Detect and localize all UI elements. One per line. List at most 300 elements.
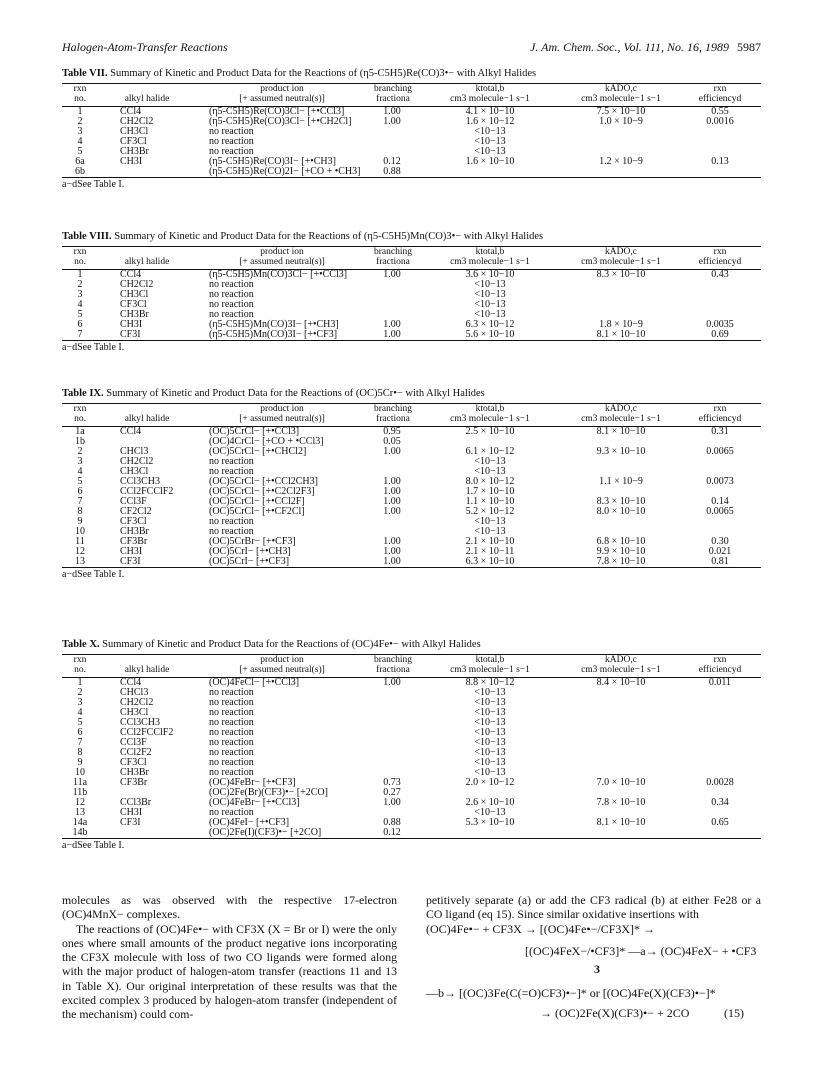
table-cell: CH3Cl xyxy=(120,465,149,477)
table-cell: no reaction xyxy=(209,766,254,778)
column-header: cm3 molecule−1 s−1 xyxy=(581,664,661,675)
equation-line-1: (OC)4Fe•− + CF3X → [(OC)4Fe•−/CF3X]* → xyxy=(426,922,656,936)
table-cell: <10−13 xyxy=(474,288,506,300)
column-header: rxn xyxy=(713,654,727,665)
table-cell: 5.2 × 10−12 xyxy=(465,505,515,517)
table-cell: CCl2FCClF2 xyxy=(120,726,174,738)
table-row xyxy=(62,147,761,157)
table-cell: <10−13 xyxy=(474,716,506,728)
table-cell: 5.3 × 10−10 xyxy=(465,816,515,828)
table-label: Table VII. xyxy=(62,68,108,79)
table-label: Table VIII. xyxy=(62,231,112,242)
table-row xyxy=(62,788,761,798)
table-row xyxy=(62,117,761,127)
column-header: cm3 molecule−1 s−1 xyxy=(450,664,530,675)
table-cell: 1.2 × 10−9 xyxy=(599,155,643,167)
table-row xyxy=(62,137,761,147)
table-cell: (OC)5CrI− [+•CH3] xyxy=(209,545,291,557)
table-row xyxy=(62,107,761,117)
table-caption xyxy=(62,389,761,400)
table-cell: no reaction xyxy=(209,716,254,728)
table-caption xyxy=(62,69,761,80)
column-header: branching xyxy=(374,83,412,94)
table-cell: 1.00 xyxy=(383,555,401,567)
column-header: fractiona xyxy=(376,256,410,267)
column-header: alkyl halide xyxy=(124,93,170,104)
table-cell: CF3I xyxy=(120,816,141,828)
table-cell: 8.3 × 10−10 xyxy=(596,268,646,280)
table-cell: (η5-C5H5)Re(CO)2I− [+CO + •CH3] xyxy=(209,165,361,177)
table-cell: no reaction xyxy=(209,135,254,147)
table-cell: no reaction xyxy=(209,298,254,310)
table-cell: CH2Cl2 xyxy=(120,278,154,290)
table-cell: 4 xyxy=(77,135,83,147)
table-cell: 4 xyxy=(77,298,83,310)
table-cell: <10−13 xyxy=(474,726,506,738)
column-header: fractiona xyxy=(376,413,410,424)
table-cell: 13 xyxy=(75,555,85,567)
table-row xyxy=(62,467,761,477)
table-cell: 8.3 × 10−10 xyxy=(596,495,646,507)
table-cell: 1 xyxy=(77,268,83,280)
table-cell: (OC)5CrI− [+•CF3] xyxy=(209,555,290,567)
table-cell: CH3Br xyxy=(120,308,149,320)
table-footnote: a−dSee Table I. xyxy=(62,839,125,851)
column-header: cm3 molecule−1 s−1 xyxy=(450,413,530,424)
table-cell: 1.00 xyxy=(383,318,401,330)
table-cell: (η5-C5H5)Mn(CO)3I− [+•CH3] xyxy=(209,318,339,330)
table-cell: 4 xyxy=(77,465,83,477)
table-row xyxy=(62,487,761,497)
column-header: cm3 molecule−1 s−1 xyxy=(450,256,530,267)
table-row xyxy=(62,447,761,457)
column-header: kADO,c xyxy=(605,246,637,257)
table-cell: 6.3 × 10−10 xyxy=(465,555,515,567)
table-cell: no reaction xyxy=(209,515,254,527)
equation-line-4: → (OC)2Fe(X)(CF3)•− + 2CO xyxy=(540,1006,690,1020)
table-row xyxy=(62,688,761,698)
table-cell: <10−13 xyxy=(474,515,506,527)
table-cell: 0.011 xyxy=(708,676,732,688)
table-cell: 11a xyxy=(72,776,88,788)
table-row xyxy=(62,778,761,788)
table-cell: 11 xyxy=(75,535,85,547)
table-cell: no reaction xyxy=(209,746,254,758)
column-header: rxn xyxy=(73,246,87,257)
column-header: no. xyxy=(74,93,86,104)
table-cell: CHCl3 xyxy=(120,686,149,698)
table-row xyxy=(62,748,761,758)
table-cell: 2.6 × 10−10 xyxy=(465,796,515,808)
table-cell: 0.0065 xyxy=(706,445,734,457)
table-cell: 1a xyxy=(75,425,85,437)
table-row xyxy=(62,437,761,447)
table-cell: 8.8 × 10−12 xyxy=(465,676,515,688)
table-cell: (OC)4FeI− [+•CF3] xyxy=(209,816,290,828)
table-row xyxy=(62,798,761,808)
column-header: ktotal,b xyxy=(475,246,505,257)
table-cell: CH3I xyxy=(120,318,143,330)
table-cell: (OC)4FeBr− [+•CCl3] xyxy=(209,796,300,808)
table-caption xyxy=(62,640,761,651)
table-cell: <10−13 xyxy=(474,525,506,537)
table-cell: no reaction xyxy=(209,455,254,467)
table-row xyxy=(62,320,761,330)
table-cell: 1b xyxy=(75,435,85,447)
table-cell: no reaction xyxy=(209,706,254,718)
column-header: rxn xyxy=(73,403,87,414)
table-footnote: a−dSee Table I. xyxy=(62,178,125,190)
table-row xyxy=(62,728,761,738)
table-cell: (OC)5CrCl− [+•CCl3] xyxy=(209,425,300,437)
table-cell: 1.00 xyxy=(383,676,401,688)
column-header: cm3 molecule−1 s−1 xyxy=(581,256,661,267)
table-cell: 3 xyxy=(77,455,83,467)
table-cell: <10−13 xyxy=(474,756,506,768)
table-cell: CCl4 xyxy=(120,268,142,280)
table-cell: 0.73 xyxy=(383,776,401,788)
table-cell: CCl4 xyxy=(120,105,142,117)
table-cell: 1.00 xyxy=(383,545,401,557)
table-cell: 0.34 xyxy=(711,796,729,808)
column-header: [+ assumed neutral(s)] xyxy=(239,413,325,424)
table-cell: 14b xyxy=(72,826,88,838)
table-cell: no reaction xyxy=(209,125,254,137)
table-cell: no reaction xyxy=(209,736,254,748)
table-row xyxy=(62,457,761,467)
table-cell: 6.1 × 10−12 xyxy=(465,445,515,457)
column-header: no. xyxy=(74,413,86,424)
column-header: rxn xyxy=(713,403,727,414)
table-cell: 1.8 × 10−9 xyxy=(599,318,643,330)
table-cell: CH2Cl2 xyxy=(120,115,154,127)
table-cell: CCl3F xyxy=(120,736,147,748)
equation-label-3: 3 xyxy=(594,962,600,976)
column-header: alkyl halide xyxy=(124,664,170,675)
table-row xyxy=(62,167,761,177)
table-cell: 7.5 × 10−10 xyxy=(596,105,646,117)
table-cell: 7.8 × 10−10 xyxy=(596,555,646,567)
table-cell: <10−13 xyxy=(474,145,506,157)
table-row xyxy=(62,738,761,748)
table-row xyxy=(62,698,761,708)
table-cell: 8.1 × 10−10 xyxy=(596,425,646,437)
table-cell: CF3Cl xyxy=(120,756,147,768)
column-header: cm3 molecule−1 s−1 xyxy=(581,413,661,424)
table-cell: CF3Cl xyxy=(120,135,147,147)
table-cell: 2 xyxy=(77,445,83,457)
table-cell: 1.7 × 10−10 xyxy=(465,485,515,497)
column-header: branching xyxy=(374,403,412,414)
table-cell: (η5-C5H5)Re(CO)3I− [+•CH3] xyxy=(209,155,336,167)
table-row xyxy=(62,427,761,437)
table-cell: <10−13 xyxy=(474,766,506,778)
table-cell: CF3I xyxy=(120,555,141,567)
table-cell: CF3Cl xyxy=(120,298,147,310)
column-header: rxn xyxy=(713,83,727,94)
table-footnote: a−dSee Table I. xyxy=(62,341,125,353)
table-cell: 0.0073 xyxy=(706,475,734,487)
table-cell: <10−13 xyxy=(474,465,506,477)
column-header: product ion xyxy=(260,246,304,257)
table-cell: 0.81 xyxy=(711,555,729,567)
table-cell: 3 xyxy=(77,125,83,137)
table-cell: 9.3 × 10−10 xyxy=(596,445,646,457)
table-cell: 7 xyxy=(77,328,83,340)
table-row xyxy=(62,678,761,688)
column-header: product ion xyxy=(260,83,304,94)
table-cell: 1 xyxy=(77,676,83,688)
table-row xyxy=(62,300,761,310)
table-cell: no reaction xyxy=(209,696,254,708)
table-cell: 1.00 xyxy=(383,505,401,517)
table-cell: (OC)5CrCl− [+•CHCl2] xyxy=(209,445,307,457)
table-row xyxy=(62,758,761,768)
table-cell: 2.0 × 10−12 xyxy=(465,776,515,788)
table-row xyxy=(62,330,761,340)
table-cell: 10 xyxy=(75,525,85,537)
table-cell: CH3Cl xyxy=(120,288,149,300)
table-cell: 1.00 xyxy=(383,485,401,497)
table-row xyxy=(62,708,761,718)
table-cell: (η5-C5H5)Re(CO)3Cl− [+•CH2Cl] xyxy=(209,115,352,127)
column-header: efficiencyd xyxy=(698,256,742,267)
table-cell: 1.00 xyxy=(383,495,401,507)
table-cell: 0.0016 xyxy=(706,115,734,127)
table-cell: 12 xyxy=(75,545,85,557)
table-cell: CCl3CH3 xyxy=(120,716,161,728)
column-header: product ion xyxy=(260,403,304,414)
data-table xyxy=(62,69,761,190)
table-cell: (OC)4FeBr− [+•CF3] xyxy=(209,776,296,788)
table-cell: 5.6 × 10−10 xyxy=(465,328,515,340)
table-bottom-rule xyxy=(62,838,761,839)
table-cell: CH3I xyxy=(120,155,143,167)
table-cell: 11b xyxy=(72,786,88,798)
table-cell: 1.00 xyxy=(383,328,401,340)
table-header xyxy=(62,655,761,677)
table-cell: (OC)5CrCl− [+•CCl2CH3] xyxy=(209,475,318,487)
table-cell: CCl3F xyxy=(120,495,147,507)
table-cell: CH3Br xyxy=(120,145,149,157)
table-cell: 0.43 xyxy=(711,268,729,280)
running-head-title: Halogen-Atom-Transfer Reactions xyxy=(62,40,228,54)
table-cell: no reaction xyxy=(209,525,254,537)
column-header: rxn xyxy=(73,83,87,94)
table-cell: 5 xyxy=(77,308,83,320)
column-header: kADO,c xyxy=(605,654,637,665)
table-cell: CF3Br xyxy=(120,535,148,547)
table-cell: (η5-C5H5)Mn(CO)3I− [+•CF3] xyxy=(209,328,338,340)
table-cell: 3 xyxy=(77,696,83,708)
table-cell: <10−13 xyxy=(474,308,506,320)
equation-line-3: —b→ [(OC)3Fe(C(=O)CF3)•−]* or [(OC)4Fe(X)(CF3)•−]* xyxy=(426,986,716,1000)
column-header: ktotal,b xyxy=(475,403,505,414)
table-cell: (OC)4CrCl− [+CO + •CCl3] xyxy=(209,435,324,447)
paragraph: The reactions of (OC)4Fe•− with CF3X (X = Br or I) were the only ones where small amounts of the product negative ions incorporating the CF3X molecule with loss of two CO ligands were formed along with the major product of halogen-atom transfer (reactions 11 and 13 in Table X). Our original interpretation of these results was that the excited complex 3 produced by halogen-atom transfer (independent of the mechanism) could com- xyxy=(62,921,397,1022)
table-row xyxy=(62,477,761,487)
table-cell: 12 xyxy=(75,796,85,808)
table-cell: <10−13 xyxy=(474,125,506,137)
table-cell: 0.05 xyxy=(383,435,401,447)
table-label: Table IX. xyxy=(62,388,104,399)
table-row xyxy=(62,157,761,167)
table-row xyxy=(62,290,761,300)
table-cell: 4.1 × 10−10 xyxy=(465,105,515,117)
table-cell: 1.1 × 10−9 xyxy=(599,475,643,487)
table-cell: <10−13 xyxy=(474,706,506,718)
column-header: fractiona xyxy=(376,664,410,675)
column-header: rxn xyxy=(73,654,87,665)
table-cell: 8 xyxy=(77,746,83,758)
table-cell: 0.13 xyxy=(711,155,729,167)
table-cell: no reaction xyxy=(209,756,254,768)
table-caption-text: Summary of Kinetic and Product Data for the Reactions of (OC)4Fe•− with Alkyl Halides xyxy=(102,639,481,650)
table-cell: 5 xyxy=(77,716,83,728)
table-row xyxy=(62,818,761,828)
table-row xyxy=(62,537,761,547)
body-text-right-column: petitively separate (a) or add the CF3 radical (b) at either Fe28 or a CO ligand (eq 15). Since similar oxidative insertions with xyxy=(426,893,761,922)
data-table xyxy=(62,640,761,851)
table-cell: CH2Cl2 xyxy=(120,696,154,708)
table-cell: <10−13 xyxy=(474,135,506,147)
table-cell: 8.1 × 10−10 xyxy=(596,816,646,828)
table-cell: 9 xyxy=(77,515,83,527)
table-cell: 0.12 xyxy=(383,155,401,167)
table-cell: 2 xyxy=(77,278,83,290)
table-cell: 7 xyxy=(77,736,83,748)
table-cell: CHCl3 xyxy=(120,445,149,457)
table-cell: CH3Cl xyxy=(120,706,149,718)
table-header xyxy=(62,84,761,106)
table-cell: no reaction xyxy=(209,278,254,290)
table-cell: 1.00 xyxy=(383,268,401,280)
table-cell: 7.0 × 10−10 xyxy=(596,776,646,788)
table-row xyxy=(62,517,761,527)
table-caption-text: Summary of Kinetic and Product Data for the Reactions of (OC)5Cr•− with Alkyl Halides xyxy=(106,388,485,399)
column-header: fractiona xyxy=(376,93,410,104)
table-cell: 5 xyxy=(77,145,83,157)
table-cell: 8.0 × 10−12 xyxy=(465,475,515,487)
table-cell: 1.00 xyxy=(383,115,401,127)
table-row xyxy=(62,270,761,280)
table-row xyxy=(62,718,761,728)
column-header: ktotal,b xyxy=(475,83,505,94)
table-cell: <10−13 xyxy=(474,746,506,758)
table-row xyxy=(62,310,761,320)
table-cell: 0.55 xyxy=(711,105,729,117)
table-cell: 6 xyxy=(77,485,83,497)
table-footnote: a−dSee Table I. xyxy=(62,568,125,580)
table-caption-text: Summary of Kinetic and Product Data for the Reactions of (η5-C5H5)Re(CO)3•− with Alkyl Halides xyxy=(110,68,537,79)
table-cell: CH3Cl xyxy=(120,125,149,137)
table-cell: 1.6 × 10−10 xyxy=(465,155,515,167)
table-row xyxy=(62,768,761,778)
table-cell: CCl4 xyxy=(120,676,142,688)
table-cell: 6 xyxy=(77,726,83,738)
table-row xyxy=(62,527,761,537)
table-cell: CH3Br xyxy=(120,525,149,537)
table-cell: 0.95 xyxy=(383,425,401,437)
table-cell: (OC)2Fe(Br)(CF3)•− [+2CO] xyxy=(209,786,328,798)
equation-number: (15) xyxy=(724,1006,744,1020)
table-cell: <10−13 xyxy=(474,736,506,748)
table-cell: 0.0035 xyxy=(706,318,734,330)
table-cell: 13 xyxy=(75,806,85,818)
table-cell: <10−13 xyxy=(474,696,506,708)
table-cell: (η5-C5H5)Re(CO)3Cl− [+•CCl3] xyxy=(209,105,345,117)
table-label: Table X. xyxy=(62,639,100,650)
column-header: branching xyxy=(374,654,412,665)
table-cell: 1.6 × 10−12 xyxy=(465,115,515,127)
column-header: kADO,c xyxy=(605,83,637,94)
table-cell: 1.1 × 10−10 xyxy=(465,495,515,507)
column-header: cm3 molecule−1 s−1 xyxy=(581,93,661,104)
table-cell: 9 xyxy=(77,756,83,768)
table-cell: 0.65 xyxy=(711,816,729,828)
table-cell: CH2Cl2 xyxy=(120,455,154,467)
table-cell: (OC)2Fe(I)(CF3)•− [+2CO] xyxy=(209,826,322,838)
table-cell: 7 xyxy=(77,495,83,507)
table-cell: 0.14 xyxy=(711,495,729,507)
table-cell: 6b xyxy=(75,165,85,177)
table-cell: 1.00 xyxy=(383,535,401,547)
table-cell: 0.30 xyxy=(711,535,729,547)
table-cell: 0.0065 xyxy=(706,505,734,517)
data-table xyxy=(62,389,761,580)
column-header: cm3 molecule−1 s−1 xyxy=(450,93,530,104)
data-table xyxy=(62,232,761,353)
table-cell: CH3Br xyxy=(120,766,149,778)
table-cell: 2 xyxy=(77,686,83,698)
table-row xyxy=(62,280,761,290)
table-cell: 1 xyxy=(77,105,83,117)
table-cell: no reaction xyxy=(209,465,254,477)
table-bottom-rule xyxy=(62,340,761,341)
table-cell: CH3I xyxy=(120,545,143,557)
table-cell: 0.88 xyxy=(383,165,401,177)
column-header: [+ assumed neutral(s)] xyxy=(239,664,325,675)
page-number: 5987 xyxy=(737,40,761,54)
table-cell: CCl3CH3 xyxy=(120,475,161,487)
table-cell: CCl2FCClF2 xyxy=(120,485,174,497)
table-cell: (OC)5CrBr− [+•CF3] xyxy=(209,535,296,547)
table-bottom-rule xyxy=(62,567,761,568)
table-cell: CCl4 xyxy=(120,425,142,437)
table-header xyxy=(62,247,761,269)
table-cell: 6.3 × 10−12 xyxy=(465,318,515,330)
table-cell: CCl3Br xyxy=(120,796,152,808)
table-cell: 6.8 × 10−10 xyxy=(596,535,646,547)
table-row xyxy=(62,507,761,517)
table-cell: CF2Cl2 xyxy=(120,505,152,517)
table-cell: CCl2F2 xyxy=(120,746,152,758)
table-cell: 3.6 × 10−10 xyxy=(465,268,515,280)
table-cell: 4 xyxy=(77,706,83,718)
column-header: kADO,c xyxy=(605,403,637,414)
table-cell: (OC)5CrCl− [+•CF2Cl] xyxy=(209,505,305,517)
column-header: efficiencyd xyxy=(698,664,742,675)
table-cell: (OC)4FeCl− [+•CCl3] xyxy=(209,676,300,688)
table-cell: <10−13 xyxy=(474,278,506,290)
table-cell: no reaction xyxy=(209,686,254,698)
table-row xyxy=(62,557,761,567)
table-cell: 5 xyxy=(77,475,83,487)
table-cell: (η5-C5H5)Mn(CO)3Cl− [+•CCl3] xyxy=(209,268,348,280)
table-cell: CF3Br xyxy=(120,776,148,788)
table-cell: no reaction xyxy=(209,806,254,818)
body-text-left-column xyxy=(62,893,397,1022)
